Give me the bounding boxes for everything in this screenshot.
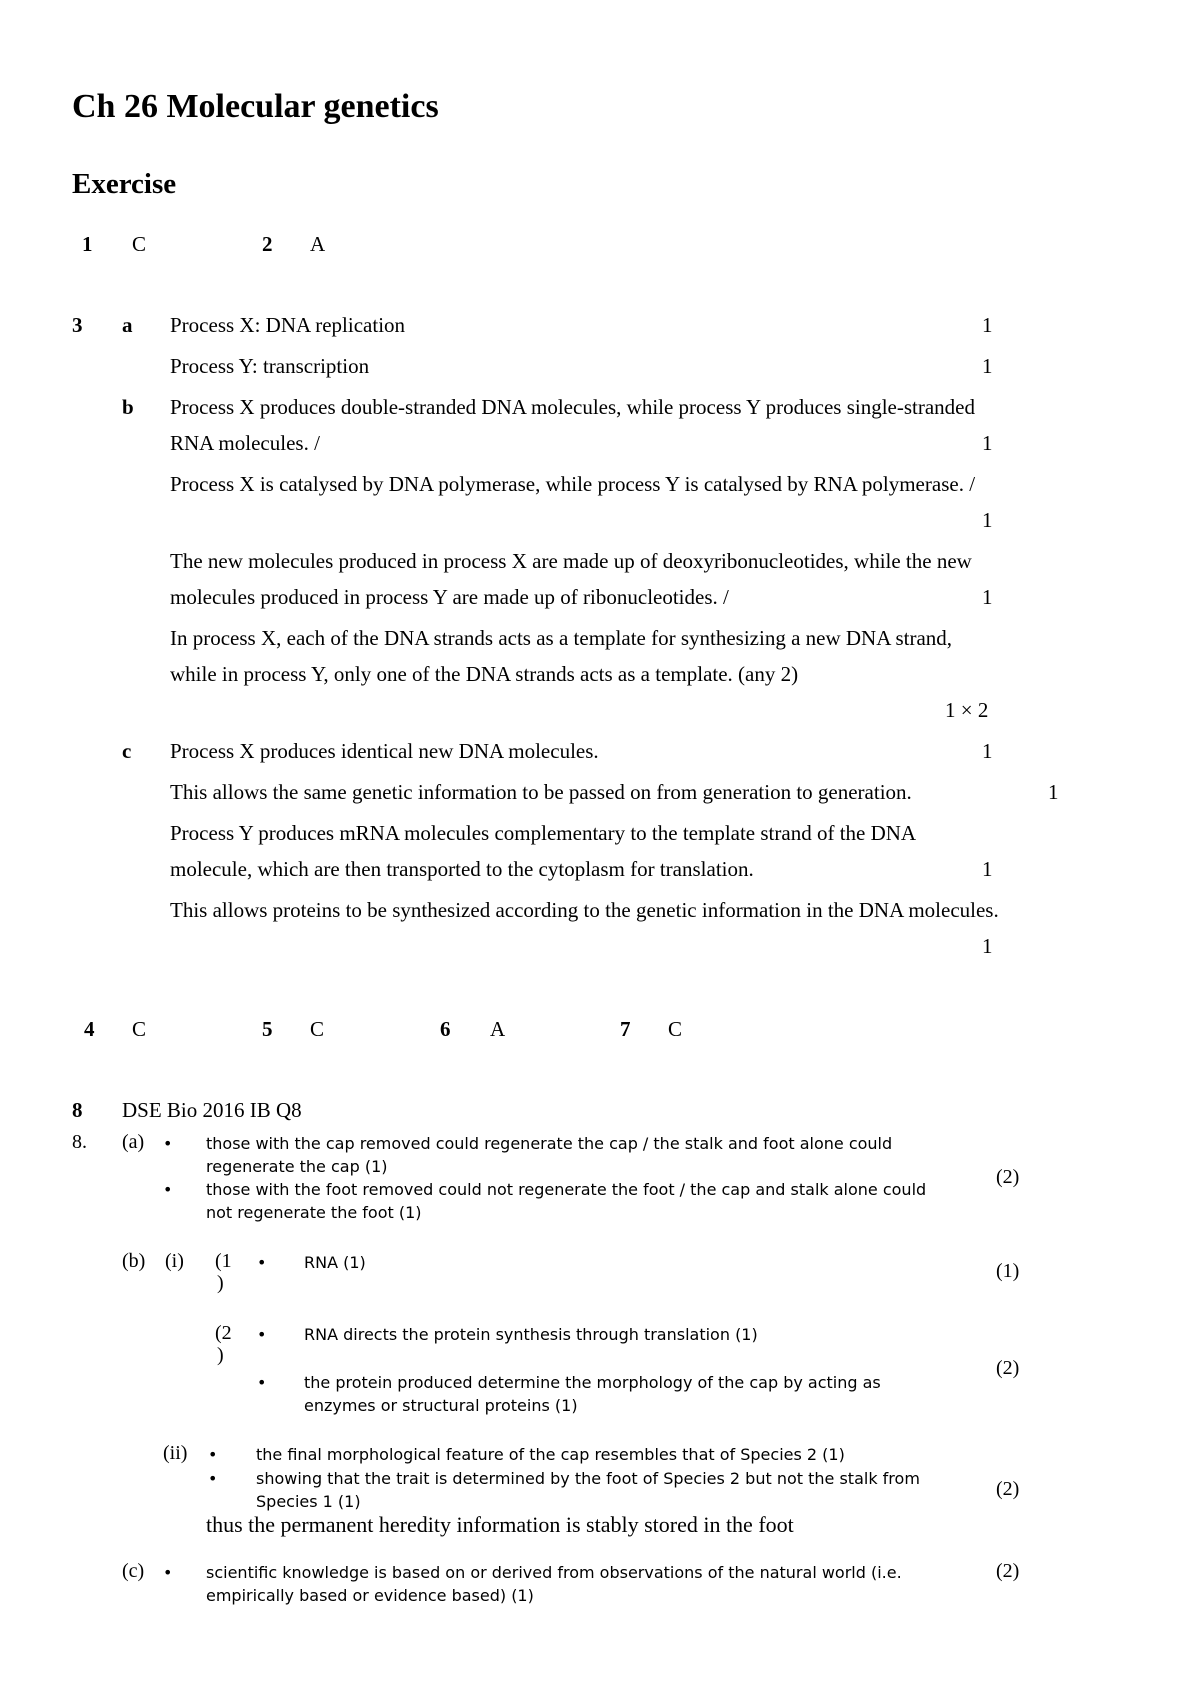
bullet: • [163,1563,173,1582]
subpart-label-ii: (ii) [163,1442,188,1464]
added-note: thus the permanent heredity information is stably stored in the foot [206,1512,794,1537]
answer: A [490,1017,506,1041]
bullet-text: those with the foot removed could not regenerate the foot / the cap and stalk alone could [206,1180,927,1199]
mark: 1 [982,431,993,455]
part-label-a: a [122,313,133,337]
part-label-b: b [122,395,134,419]
answer-line: Process X produces identical new DNA molecules. [170,739,599,763]
mark: 1 [1048,780,1059,804]
subsubpart-label-2-close: ) [217,1344,224,1366]
mark: 1 × 2 [945,698,989,722]
subsubpart-label-1: (1 [215,1250,232,1272]
mark: 1 [982,857,993,881]
answer-line: In process X, each of the DNA strands acts as a template for synthesizing a new DNA strand, [170,626,953,650]
bullet-text: regenerate the cap (1) [206,1157,388,1176]
bullet: • [208,1445,218,1464]
answer-line: Process X: DNA replication [170,313,406,337]
bullet-text: the protein produced determine the morphology of the cap by acting as [304,1373,881,1392]
answer-line: This allows the same genetic information to be passed on from generation to generation. [170,780,912,804]
part-label-c: c [122,739,132,763]
bullet: • [257,1253,267,1272]
mark: 1 [982,585,993,609]
mark: (2) [996,1357,1020,1379]
bullet-text: enzymes or structural proteins (1) [304,1396,578,1415]
answer-line: Process X produces double-stranded DNA molecules, while process Y produces single-stranded [170,395,975,419]
answer: C [132,1017,147,1041]
question-number: 2 [262,232,273,256]
bullet: • [257,1325,267,1344]
mark: (2) [996,1166,1020,1188]
mark: 1 [982,313,993,337]
mark: 1 [982,739,993,763]
answer-line: This allows proteins to be synthesized according to the genetic information in the DNA molecules. [170,898,999,922]
question-number: 4 [84,1017,95,1041]
answer-line: while in process Y, only one of the DNA strands acts as a template. (any 2) [170,662,799,686]
question-number: 1 [82,232,93,256]
question-number: 7 [620,1017,631,1041]
bullet-text: scientific knowledge is based on or derived from observations of the natural world (i.e. [206,1563,902,1582]
part-label-c: (c) [122,1560,145,1582]
subsubpart-label-1-close: ) [217,1272,224,1294]
bullet: • [163,1134,173,1153]
mark: 1 [982,354,993,378]
answer: C [668,1017,683,1041]
answer-line: RNA molecules. / [170,431,320,455]
bullet-text: showing that the trait is determined by the foot of Species 2 but not the stalk from [256,1469,920,1488]
subsubpart-label-2: (2 [215,1322,232,1344]
answer-line: Process Y: transcription [170,354,370,378]
bullet-text: empirically based or evidence based) (1) [206,1586,534,1605]
bullet-text: not regenerate the foot (1) [206,1203,422,1222]
subpart-label-i: (i) [165,1250,184,1272]
question-reference: DSE Bio 2016 IB Q8 [122,1098,302,1122]
bullet-text: RNA (1) [304,1253,366,1272]
bullet-text: the final morphological feature of the cap resembles that of Species 2 (1) [256,1445,845,1464]
question-number: 6 [440,1017,451,1041]
part-label-a: (a) [122,1131,145,1153]
bullet-text: Species 1 (1) [256,1492,361,1511]
answer-line: molecule, which are then transported to the cytoplasm for translation. [170,857,754,881]
bullet: • [257,1373,267,1392]
mark: (1) [996,1260,1020,1282]
answer-line: Process Y produces mRNA molecules complementary to the template strand of the DNA [170,821,917,845]
bullet-text: those with the cap removed could regenerate the cap / the stalk and foot alone could [206,1134,893,1153]
mark: 1 [982,934,993,958]
part-label-b: (b) [122,1250,146,1272]
answer: A [310,232,326,256]
answer-line: Process X is catalysed by DNA polymerase, while process Y is catalysed by RNA polymerase. / [170,472,976,496]
question-number: 3 [72,313,83,337]
question-number: 5 [262,1017,273,1041]
bullet: • [208,1469,218,1488]
page-title: Ch 26 Molecular genetics [72,88,439,125]
answer: C [132,232,147,256]
question-number: 8 [72,1098,83,1122]
answer-line: molecules produced in process Y are made up of ribonucleotides. / [170,585,729,609]
answer: C [310,1017,325,1041]
mark: 1 [982,508,993,532]
mark: (2) [996,1560,1020,1582]
answer-line: The new molecules produced in process X are made up of deoxyribonucleotides, while the new [170,549,972,573]
section-heading: Exercise [72,168,177,200]
mark: (2) [996,1478,1020,1500]
bullet-text: RNA directs the protein synthesis through translation (1) [304,1325,758,1344]
bullet: • [163,1180,173,1199]
scheme-question-number: 8. [72,1131,87,1153]
